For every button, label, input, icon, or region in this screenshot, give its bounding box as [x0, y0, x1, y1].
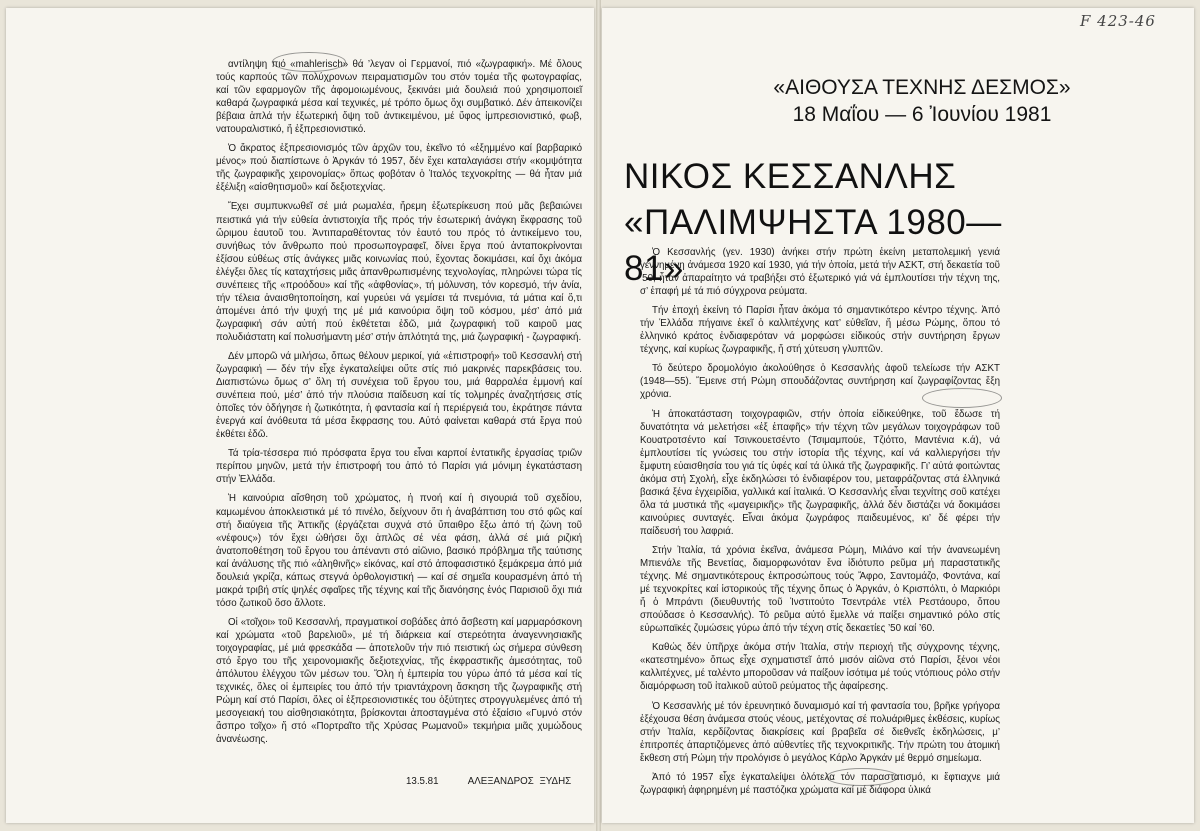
paragraph: Οἱ «τοῖχοι» τοῦ Κεσσανλή, πραγματικοί σοβάδες ἀπό ἄσβεστη καί μαρμαρόσκονη καί χρώματα «τοῦ βαρελιοῦ», μέ τή διάρκεια καί στερεότητα ἀναγεννησιακῆς τοιχογραφίας, μέ μιά φρεσκάδα — ἀποτελοῦν τήν πιό πειστική ὡς σήμερα σύνθεση στό ἔργο του τῆς χειρονομιακῆς δεξιοτεχνίας, τῆς ἐκφραστικῆς ἀμεσότητας, τοῦ ἀπόλυτου ἐλέγχου τῶν μέσων του. Ὅλη ἡ ἐμπειρία του γύρω ἀπό τά μέσα καί τίς τεχνικές, ὅλες οἱ ἐμπειρίες του ἀπό τήν τριαντάχρονη ἄσκηση τῆς ζωγραφικῆς στή Ρώμη καί στό Παρίσι, ὅλες οἱ ἐξπρεσιονιστικές του ὀξύτητες στρογγυλεμένες ἀπό τή μεσογειακή του αἰσθησιακότητα, βρίσκονται ἀποσταγμένα στό ἐξαίσιο «Γυμνό στόν ἄσπρο τοῖχο» ἤ στό «Πορτραῖτο τῆς Χρύσας Ρωμανοῦ» τεκμήρια μιᾶς χυμώδους ἀνανέωσης.: [216, 616, 582, 746]
archive-handwritten-note: F 423-46: [1080, 12, 1156, 30]
gallery-name: «ΑΙΘΟΥΣΑ ΤΕΧΝΗΣ ΔΕΣΜΟΣ»: [773, 76, 1071, 99]
exhibition-header: [602, 74, 1200, 128]
essay-column-left: [216, 58, 582, 752]
page-fold: [596, 0, 601, 831]
paragraph: Τήν ἐποχή ἐκείνη τό Παρίσι ἦταν ἀκόμα τό σημαντικότερο κέντρο τέχνης. Ἀπό τήν Ἑλλάδα πήγαινε ἐκεῖ ὁ καλλιτέχνης κατ’ εὐθεῖαν, ἤ μέσω Ρώμης, ὅπου τό ἑλληνικό κράτος ἐνδιαφερόταν νά μορφώσει εἰδικούς στήν συντήρηση ἔργων τέχνης, καί κυρίως ζωγραφικῆς, ἤ στή χύτευση γλυπτῶν.: [640, 305, 1000, 356]
paragraph: Καθώς δέν ὑπῆρχε ἀκόμα στήν Ἰταλία, στήν περιοχή τῆς σύγχρονης τέχνης, «κατεστημένο» ὅπως εἶχε σχηματιστεῖ ἀπό μισόν αἰῶνα στό Παρίσι, ξένοι νέοι καλλιτέχνες, μέ ταλέντο μποροῦσαν νά παίξουν ἰσότιμα μέ τούς ντόπιους ρόλο στήν διαμόρφωση τοῦ ἰταλικοῦ αὐτοῦ ρεύματος τῆς ἀφαίρεσης.: [640, 642, 1000, 693]
paragraph: Ὁ Κεσσανλής μέ τόν ἐρευνητικό δυναμισμό καί τή φαντασία του, βρῆκε γρήγορα ἐξέχουσα θέση ἀνάμεσα στούς νέους, μετέχοντας σέ πολυάριθμες ἐκθέσεις, κυρίως στήν Ἰταλία, κερδίζοντας διακρίσεις καί βραβεῖα σέ διεθνεῖς ἐκδηλώσεις, μ’ ἐπιτροπές ἀπαρτιζόμενες ἀπό αὐθεντίες τῆς τεχνοκριτικῆς. Τήν πρώτη του ἀτομική ἔκθεση στή Ρώμη τήν προλόγισε ὁ μεγάλος Κάρλο Ἀργκάν μέ θερμό σημείωμα.: [640, 700, 1000, 764]
paragraph: Ὁ Κεσσανλής (γεν. 1930) ἀνήκει στήν πρώτη ἐκείνη μεταπολεμική γενιά γεννημένη ἀνάμεσα 1920 καί 1930, γιά τήν ὁποία, μετά τήν ΑΣΚΤ, στή δεκαετία τοῦ ’50, ἦταν ἀπαραίτητο νά τραβήξει στό ἐξωτερικό γιά νά ἐμπλουτίσει τήν τέχνη της, σ’ ἐπαφή μέ τά πιό σύγχρονα ρεύματα.: [640, 247, 1000, 298]
paragraph: Ἀπό τό 1957 εἶχε ἐγκαταλείψει ὁλότελα τόν παραστατισμό, κι ἔφτιαχνε μιά ζωγραφική ἀφηρημένη μέ παστόζικα χρώματα καί μέ διάφορα ὑλικά: [640, 771, 1000, 796]
signature-author: ΑΛΕΞΑΝΔΡΟΣ ΞΥΔΗΣ: [467, 776, 572, 787]
right-page: [602, 8, 1194, 823]
paragraph: Ἔχει συμπυκνωθεῖ σέ μιά ρωμαλέα, ἤρεμη ἐξωτερίκευση πού μᾶς βεβαιώνει πειστικά γιά τήν εὐθεία ἀντιστοιχία τῆς πρός τήν ἐσωτερική ἀνάγκη ἔκφρασης τοῦ ὥριμου ἑαυτοῦ του. Ἀντιπαραθέτοντας τόν ἑαυτό του πρός τό ἀντικείμενο του, συνήθως τόν ἄνθρωπο πού προσωπογραφεῖ, δίνει ἔργα πού ἀνταποκρίνονται ἐξίσου εὐθέως στίς ἀνάγκες μιᾶς κοινωνίας πού, ἔχοντας δοκιμάσει, καί ὄχι ἀκόμα ἐλέγξει ὅλες τίς καταχτήσεις μιᾶς ἀπανθρωπισμένης τεχνολογίας, πληρώνει τώρα τίς συνέπειες τῆς «προόδου» καί τῆς «ἀφθονίας», τή μόλυνση, τόν κορεσμό, τήν ἀνία, τήν τέλεια ἀναισθητοποίηση, καί γυρεύει νά γεμίσει τά πνεμόνια, τά μάτια καί ὅ,τι ἀπομένει ἀπό τήν ψυχή της μέ μιά καινούρια ὄψη τοῦ κόσμου, μέσ’ ἀπό μιά ζωγραφική σάν αὐτή πού ἐκθέτεται ἐδῶ, μιά ζωγραφική τοῦ καιροῦ μας πολυδιάστατη καί πολυσήμαντη μέσ’ στήν ἁπλότητά της, μιά ζωγραφική - ζωγραφική.: [216, 201, 582, 343]
artist-name: ΝΙΚΟΣ ΚΕΣΣΑΝΛΗΣ: [624, 157, 957, 196]
paragraph: Δέν μπορῶ νά μιλήσω, ὅπως θέλουν μερικοί, γιά «ἐπιστροφή» τοῦ Κεσσανλή στή ζωγραφική — δέν τήν εἶχε ἐγκαταλείψει οὔτε στίς πιό μακρινές παρεκβάσεις του. Διαπιστώνω ὅμως σ’ ὅλη τή συνέχεια τοῦ ἔργου του, μιά θαρραλέα ἐμμονή καί συνέπεια πού, μέσ’ ἀπό τήν πλούσια παίδευση καί τίς τολμηρές ἀναζητήσεις στίς ὁποῖες τόν ὁδήγησε ἡ ζωτικότητα, ἡ φαντασία καί ἡ περιέργειά του, ἐκράτησε πάντα ἐνεργά καί ἀνόθευτα τά μέσα ἔκφρασης του. Αὐτό φαίνεται καθαρά στά ἔργα πού ἐκθέτει ἐδῶ.: [216, 350, 582, 441]
left-page: [6, 8, 594, 823]
paragraph: Ἡ ἀποκατάσταση τοιχογραφιῶν, στήν ὁποία εἰδικεύθηκε, τοῦ ἔδωσε τή δυνατότητα νά μελετήσει «ἐξ ἐπαφῆς» τήν τέχνη τῶν μεγάλων τοιχογράφων τοῦ Κουατροτσέντο καί Τσινκουετσέντο (Τσιμαμπούε, Τζιόττο, Μαντένια κ.ά), νά ἐμπλουτίσει τίς γνώσεις του στήν ἱστορία τῆς τέχνης, καί νά καλλιεργήσει τήν ἔμφυτη εὐαισθησία του γιά τίς ὑφές καί τά ὑλικά τῆς ζωγραφικῆς. Γι’ αὐτά φοιτώντας ἀκόμα στή Σχολή, εἶχε ἐκδηλώσει τό ἐνδιαφέρον του, μεταφράζοντας στά ἑλληνικά βασικά ξένα ἐγχειρίδια, γαλλικά καί ἰταλικά. Ὁ Κεσσανλής εἶναι τεχνίτης σοῦ κατέχει ὅλα τά μυστικά τῆς «μαγειρικῆς» τῆς ζωγραφικῆς, ἀλλά δέν διστάζει νά δοκιμάσει καινούριες συνταγές. Εἶναι ἀκόμα ζωγράφος παιδευμένος, κι’ δέ φέρει τήν παίδευσή του λαφριά.: [640, 408, 1000, 537]
exhibition-dates: 18 Μαΐου — 6 Ἰουνίου 1981: [792, 103, 1052, 126]
paragraph: Τό δεύτερο δρομολόγιο ἀκολούθησε ὁ Κεσσανλής ἀφοῦ τελείωσε τήν ΑΣΚΤ (1948—55). Ἔμεινε στή Ρώμη σπουδάζοντας συντήρηση καί ζωγραφίζοντας ἕξη χρόνια.: [640, 363, 1000, 401]
paragraph: Τά τρία-τέσσερα πιό πρόσφατα ἔργα του εἶναι καρποί ἐντατικῆς ἐργασίας τριῶν περίπου μηνῶν, μετά τήν ἐπιστροφή του ἀπό τό Παρίσι γιά μόνιμη ἐγκατάσταση στήν Ἑλλάδα.: [216, 448, 582, 486]
paragraph: Ὁ ἄκρατος ἐξπρεσιονισμός τῶν ἀρχῶν του, ἐκεῖνο τό «ἐξημμένο καί βαρβαρικό μένος» πού διαπίστωνε ὁ Ἀργκάν τό 1957, δέν ἔχει καταλαγιάσει στήν «κομψότητα τῆς ζωγραφικῆς χειρονομίας» ὅπως φοβόταν ὁ Ἰταλός τεχνοκρίτης — θά ἦταν μιά ἐξέλιξη «αἰσθητισμοῦ» καί δεξιοτεχνίας.: [216, 143, 582, 194]
paragraph: Στήν Ἰταλία, τά χρόνια ἐκεῖνα, ἀνάμεσα Ρώμη, Μιλάνο καί τήν ἀνανεωμένη Μπιενάλε τῆς Βενετίας, διαμορφωνόταν ἕνα ἰδιότυπο ρεῦμα μή παραστατικῆς τέχνης. Μέ σημαντικότερους ἐκπροσώπους τούς Ἄφρο, Σαντομάζο, Φοντάνα, καί μέ τεχνοκρίτες καί ἱστορικούς τῆς τέχνης ὅπως ὁ Ἀργκάν, ὁ Κρισπόλτι, ὁ Μαρκιόρι ἤ ὁ Μπράντι (διευθυντής τοῦ Ἰνστιτούτο Τσεντράλε ντέλ Ρεστάουρο, ὅπου σπούδασε ὁ Κεσσανλής). Τό ρεῦμα αὐτό ἔμελλε νά παίξει σημαντικό ρόλο στίς εὐρωπαϊκές ζυμώσεις γύρω ἀπό τήν τέχνη στίς δεκαετίες ’50 καί ’60.: [640, 544, 1000, 635]
paragraph: αντίληψη πιό «mahlerisch» θά ’λεγαν οἱ Γερμανοί, πιό «ζωγραφική». Μέ ὅλους τούς καρπούς τῶν πολύχρονων πειραματισμῶν του στόν τομέα τῆς φωτογραφίας, καί τῶν εφαρμογῶν τῆς ἀφομοιωμένους, ξεκινάει μιά δουλειά πού χρησιμοποιεῖ καθαρά ζωγραφικά μέσα καί τεχνικές, μέ τρόπο ὅμως ὄχι συμβατικό. Δέν ἀπεικονίζει βέβαια ἁπλά τήν ἐξωτερική ὄψη τοῦ ἀντικειμένου, μέ ὕφος ἰμπρεσιονιστικό, φωβ, νατουραλιστικό, ἤ ἐξπρεσιονιστικό.: [216, 59, 582, 136]
essay-column-right: [640, 246, 1000, 803]
exhibition-name: «ΠΑΛΙΜΨΗΣΤΑ 1980—81»: [624, 203, 1002, 288]
signature-date: 13.5.81: [406, 776, 439, 787]
signature: [406, 776, 571, 787]
paragraph: Ἡ καινούρια αἴσθηση τοῦ χρώματος, ἡ πνοή καί ἡ σιγουριά τοῦ σχεδίου, καμωμένου ἀποκλειστικά μέ τό πινέλο, δείχνουν ὅτι ἡ ἀναβάπτιση του στό φῶς καί στή διαύγεια τῆς Ἀττικῆς (ἐργάζεται συχνά στό ὕπαιθρο ἔξω ἀπό τή ζώνη τοῦ «νέφους») τόν ἔχει ὠθήσει ὄχι ἁπλῶς σέ νέα φάση, ἀλλά σέ μιά ριζική ἀνατοποθέτηση τοῦ ἔργου του ἀπέναντι στό αἰῶνιο, βασικό πρόβλημα τῆς ταύτισης καί ἀνάλυσης τῆς πιό «ἀληθινῆς» εἰκόνας, καί στό ἀποφασιστικό ξεμάκρεμα ἀπό μιά δουλειά γκρίζα, κάπως στεγνά ὀρθολογιστική — καί σέ σημεῖα κουρασμένη ἀπό τή μακρά τριβή στίς ψηλές σφαῖρες τῆς τέχνης καί τῆς διανόησης ἑνός Παρισιοῦ ὄχι πιά τόσο ζωτικοῦ ὅσο ἄλλοτε.: [216, 493, 582, 609]
